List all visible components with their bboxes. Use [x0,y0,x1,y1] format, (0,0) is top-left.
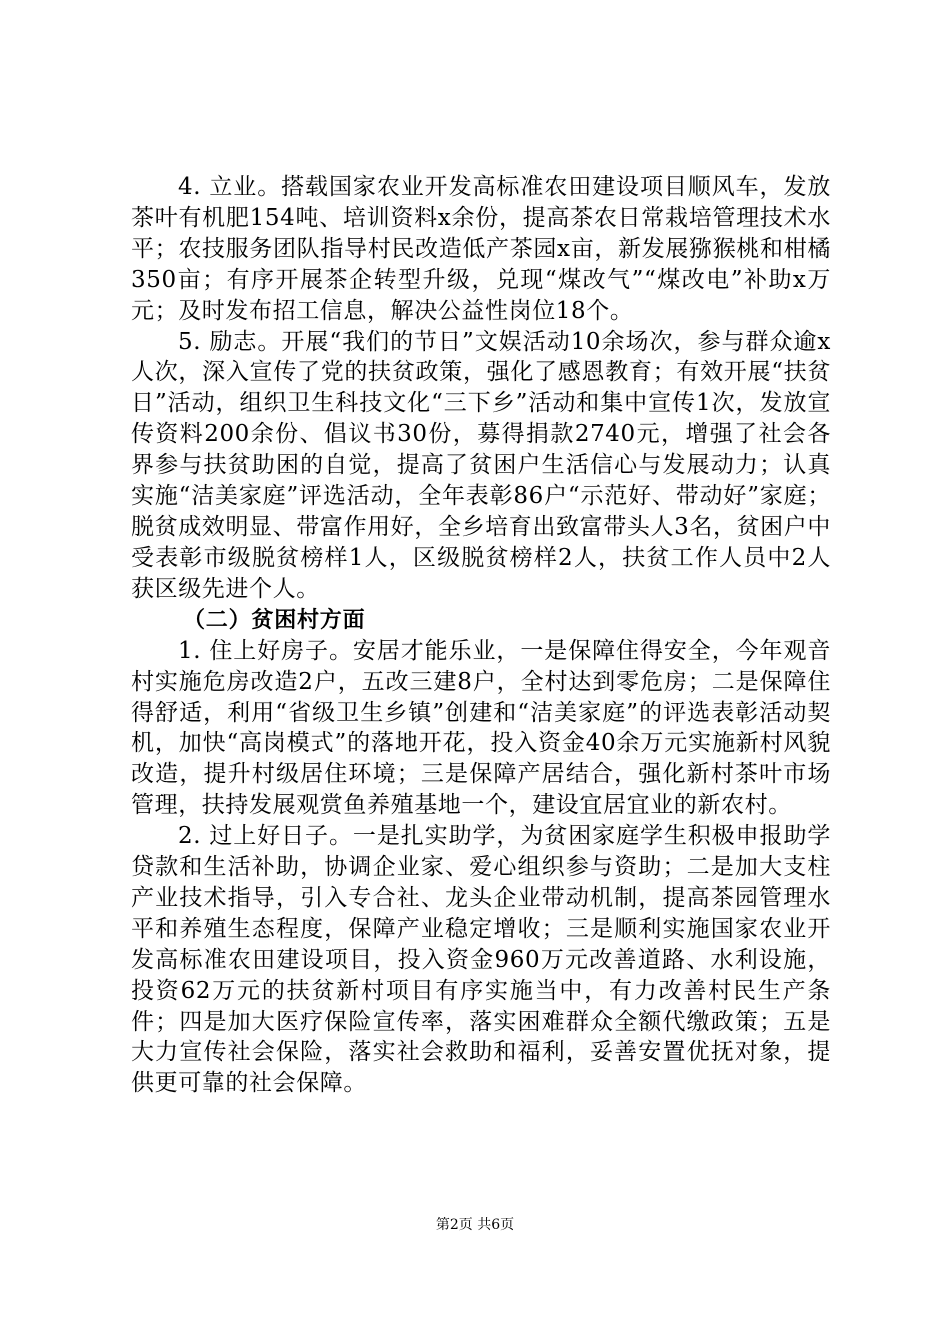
document-body [131,172,831,1099]
paragraph-good-housing: 1. 住上好房子。安居才能乐业，一是保障住得安全，今年观音村实施危房改造2户，五改三建8户，全村达到零危房；二是保障住得舒适，利用“省级卫生乡镇”创建和“洁美家庭”的评选表彰活动契机，加快“高岗模式”的落地开花，投入资金40余万元实施新村风貌改造，提升村级居住环境；三是保障产居结合，强化新村茶叶市场管理，扶持发展观赏鱼养殖基地一个，建设宜居宜业的新农村。 [131,637,831,819]
page-number-footer: 第2页 共6页 [435,1217,515,1233]
paragraph-good-life: 2. 过上好日子。一是扎实助学，为贫困家庭学生积极申报助学贷款和生活补助，协调企业家、爱心组织参与资助；二是加大支柱产业技术指导，引入专合社、龙头企业带动机制，提高茶园管理水平和养殖生态程度，保障产业稳定增收；三是顺利实施国家农业开发高标准农田建设项目，投入资金960万元改善道路、水利设施，投资62万元的扶贫新村项目有序实施当中，有力改善村民生产条件；四是加大医疗保险宣传率，落实困难群众全额代缴政策；五是大力宣传社会保险，落实社会救助和福利，妥善安置优抚对象，提供更可靠的社会保障。 [131,823,831,1097]
paragraph-establish-business: 4. 立业。搭载国家农业开发高标准农田建设项目顺风车，发放茶叶有机肥154吨、培训资料x余份，提高茶农日常栽培管理技术水平；农技服务团队指导村民改造低产茶园x亩，新发展猕猴桃和柑橘350亩；有序开展茶企转型升级，兑现“煤改气”“煤改电”补助x万元；及时发布招工信息，解决公益性岗位18个。 [131,174,831,324]
paragraph-inspire-ambition: 5. 励志。开展“我们的节日”文娱活动10余场次，参与群众逾x人次，深入宣传了党的扶贫政策，强化了感恩教育；有效开展“扶贫日”活动，组织卫生科技文化“三下乡”活动和集中宣传1次，发放宣传资料200余份、倡议书30份，募得捐款2740元，增强了社会各界参与扶贫助困的自觉，提高了贫困户生活信心与发展动力；认真实施“洁美家庭”评选活动，全年表彰86户“示范好、带动好”家庭；脱贫成效明显、带富作用好，全乡培育出致富带头人3名，贫困户中受表彰市级脱贫榜样1人，区级脱贫榜样2人，扶贫工作人员中2人获区级先进个人。 [131,328,831,602]
section-heading-poor-villages: （二）贫困村方面 [183,607,366,633]
